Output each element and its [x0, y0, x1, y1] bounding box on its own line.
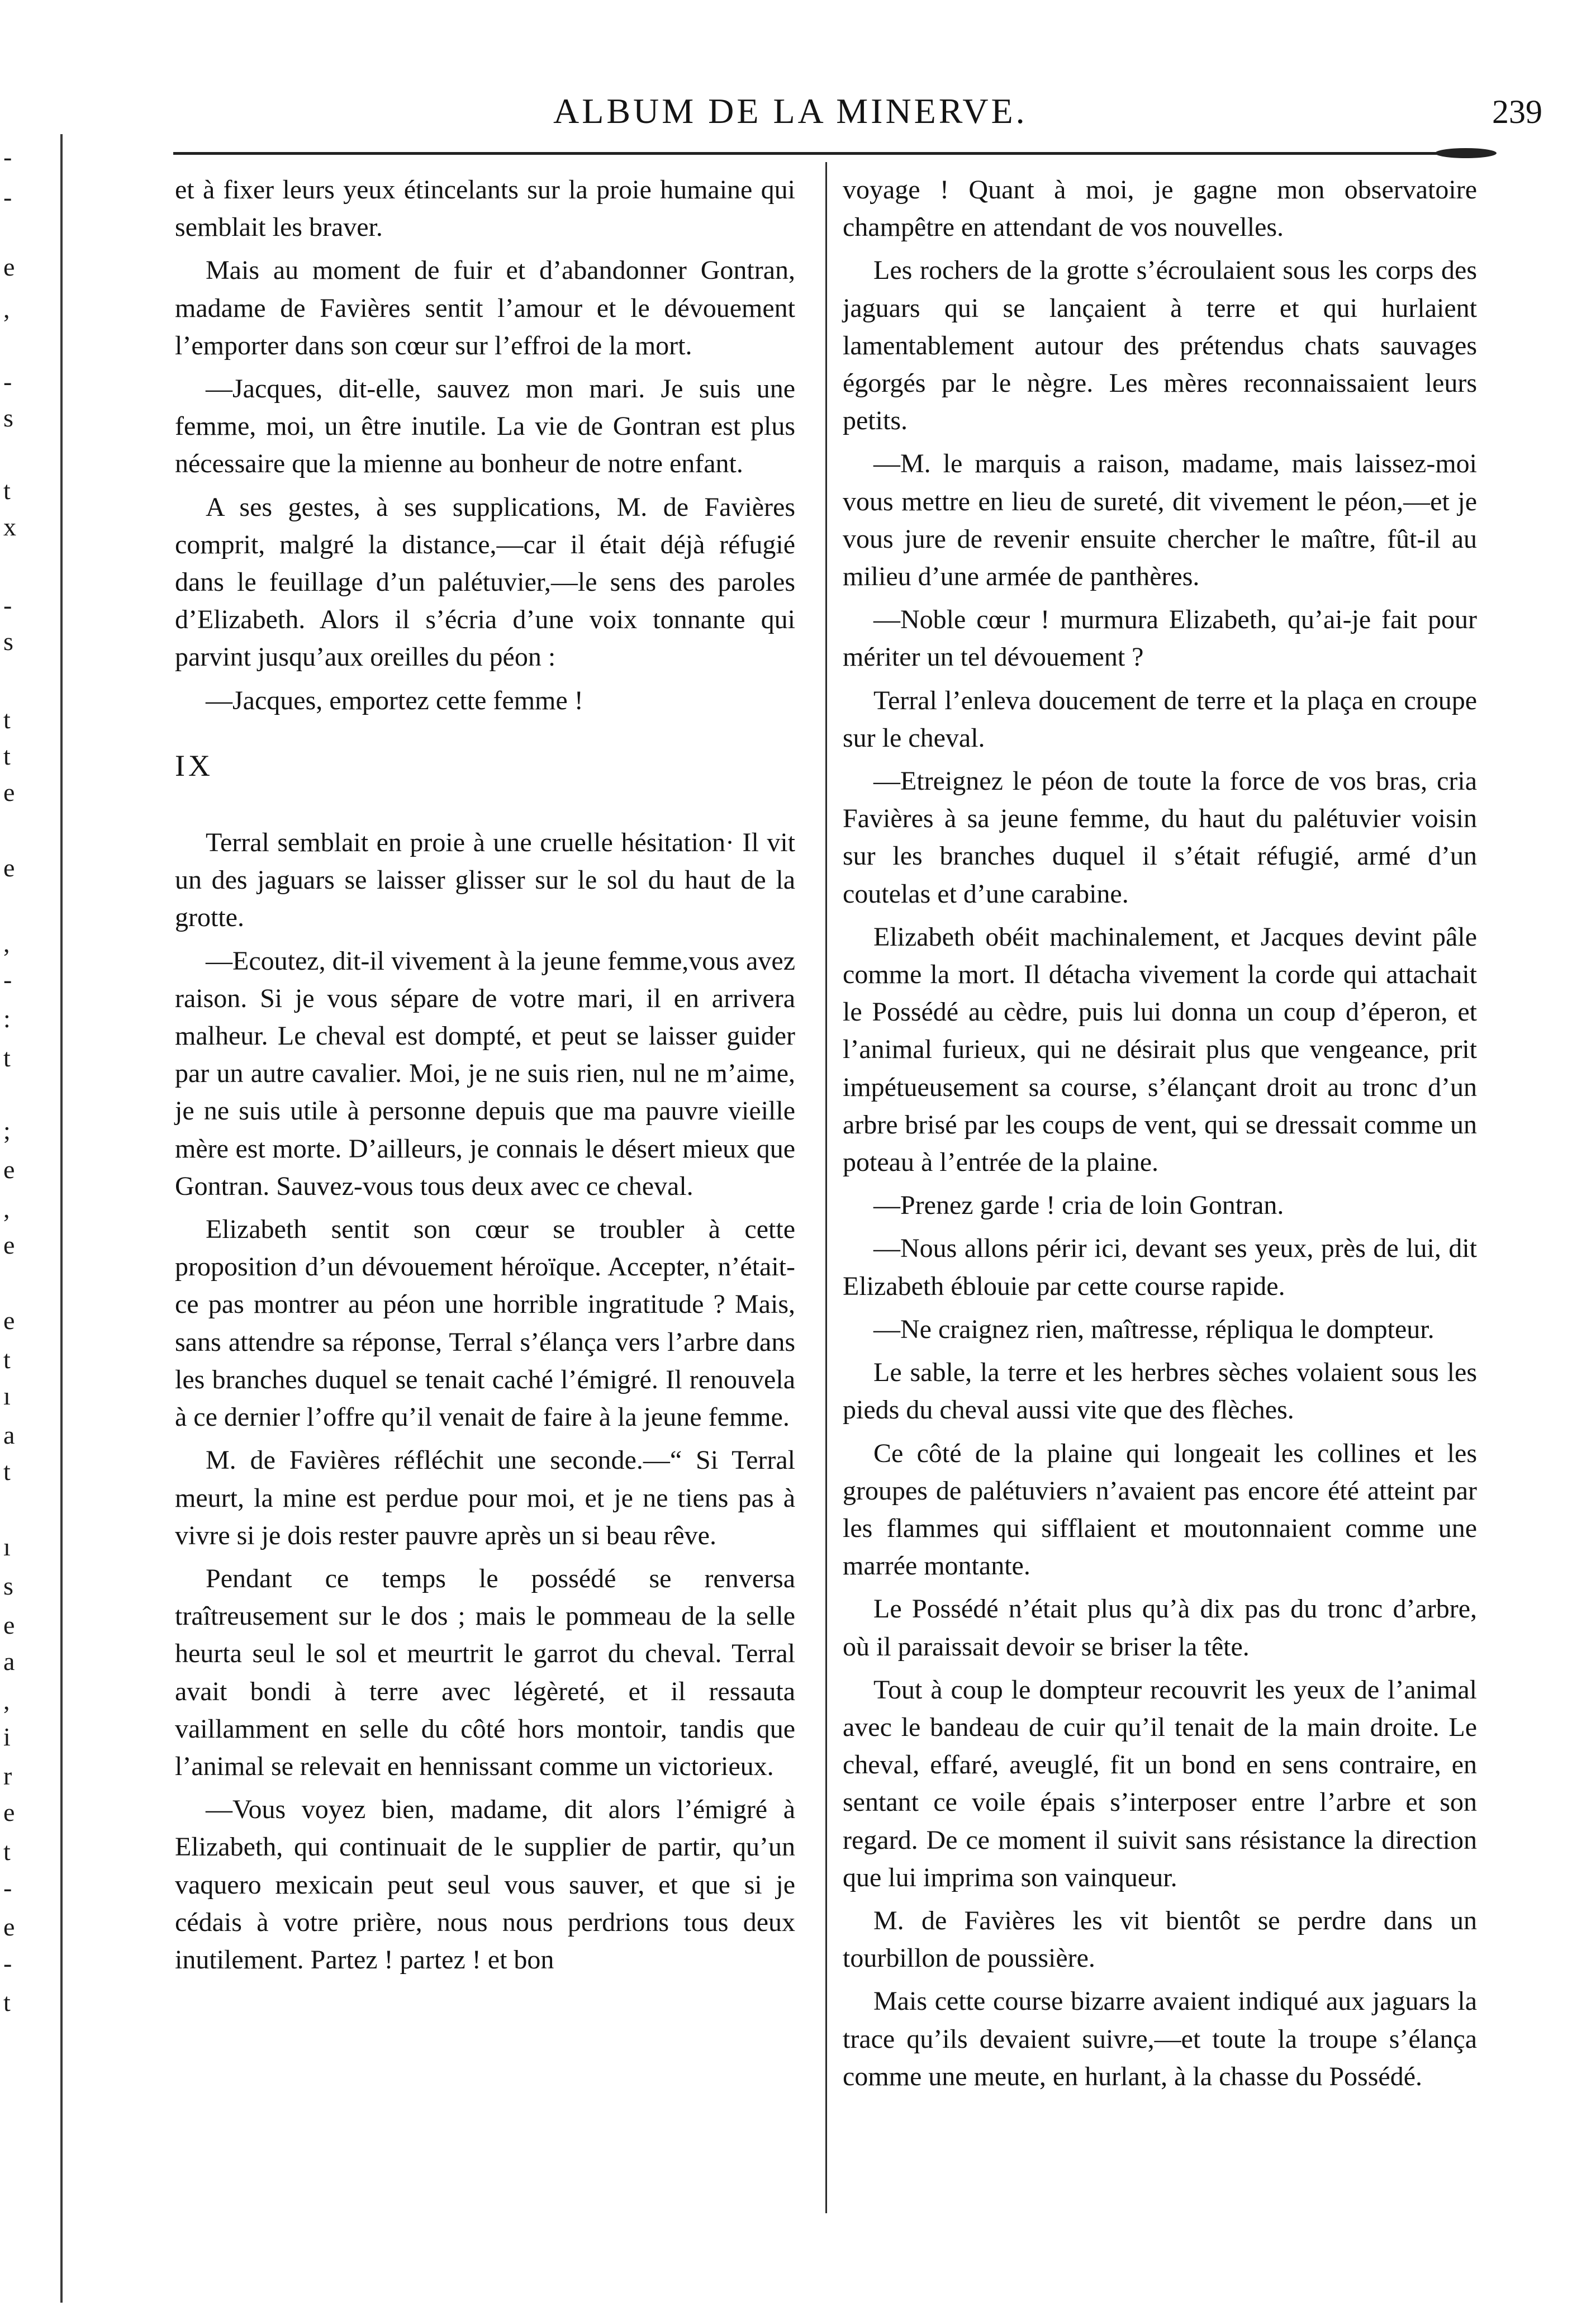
paragraph: Elizabeth obéit machinalement, et Jacques devint pâle comme la mort. Il détacha vivement la corde qui attachait le Possédé au cèdre, puis lui donna un coup d’éperon, et l’animal furieux, qui ne désirait plus que vengeance, prit impétueusement sa course, s’élançant droit au tronc d’un arbre brisé par les coups de vent, qui se dressait comme un poteau à l’entrée de la plaine. — [843, 922, 1477, 1178]
paragraph: Terral semblait en proie à une cruelle hésitation· Il vit un des jaguars se laisser glisser sur le sol du haut de la grotte. — [175, 828, 795, 933]
paragraph: —Nous allons périr ici, devant ses yeux, près de lui, dit Elizabeth éblouie par cette course rapide. — [843, 1233, 1477, 1301]
gutter-mark: s — [3, 1572, 13, 1600]
left-margin-gutter — [0, 0, 45, 2306]
paragraph: Elizabeth sentit son cœur se troubler à cette proposition d’un dévouement héroïque. Accepter, n’était-ce pas montrer au péon une horrible ingratitude ? Mais, sans attendre sa réponse, Terral s’élança vers l’arbre dans les branches duquel se tenait caché l’émigré. Il renouvela à ce dernier l’offre qu’il venait de faire à la jeune femme. — [175, 1214, 795, 1432]
gutter-mark: , — [3, 1686, 10, 1715]
paragraph: Les rochers de la grotte s’écroulaient sous les corps des jaguars qui se lançaient à terre et qui hurlaient lamentablement autour des prétendus chats sauvages égorgés par le nègre. Les mères reconnaissaient leurs petits. — [843, 255, 1477, 436]
paragraph: et à fixer leurs yeux étincelants sur la proie humaine qui semblait les braver. — [175, 175, 795, 243]
gutter-mark: , — [3, 295, 10, 323]
page-number: 239 — [1492, 93, 1542, 130]
paragraph: —Ecoutez, dit-il vivement à la jeune femme,vous avez raison. Si je vous sépare de votre mari, il en arrivera malheur. Le cheval est dompté, et peut se laisser guider par un autre cavalier. Moi, je ne suis rien, nul ne m’aime, je ne suis utile à personne depuis que ma pauvre vieille mère est morte. D’ailleurs, je connais le désert mieux que Gontran. Sauvez-vous tous deux avec ce cheval. — [175, 946, 795, 1201]
binding-edge-line — [60, 134, 63, 2303]
gutter-mark: s — [3, 627, 13, 656]
gutter-mark: t — [3, 1043, 11, 1072]
gutter-mark: e — [3, 1155, 15, 1184]
right-column — [843, 171, 1477, 2101]
paragraph: M. de Favières réfléchit une seconde.—“ Si Terral meurt, la mine est perdue pour moi, et je ne tiens pas à vivre si je dois rester pauvre après un si beau rêve. — [175, 1445, 795, 1550]
gutter-mark: a — [3, 1647, 15, 1676]
paragraph: —Noble cœur ! murmura Elizabeth, qu’ai-je fait pour mériter un tel dévouement ? — [843, 605, 1477, 672]
gutter-mark: e — [3, 1306, 15, 1335]
column-divider — [825, 162, 827, 2213]
gutter-mark: a — [3, 1421, 15, 1449]
paragraph: voyage ! Quant à moi, je gagne mon observatoire champêtre en attendant de vos nouvelles. — [843, 175, 1477, 243]
paragraph: Le sable, la terre et les herbres sèches volaient sous les pieds du cheval aussi vite que des flèches. — [843, 1358, 1477, 1425]
gutter-mark: e — [3, 1798, 15, 1826]
paragraph: Pendant ce temps le possédé se renversa traîtreusement sur le dos ; mais le pommeau de la selle heurta seul le sol et meurtrit le garrot du cheval. Terral avait bondi à terre avec légèreté, et il ressauta vaillamment en selle du côté hors montoir, tandis que l’animal se relevait en hennissant comme un victorieux. — [175, 1563, 795, 1781]
paragraph: —M. le marquis a raison, madame, mais laissez-moi vous mettre en lieu de sureté, dit vivement le péon,—et je vous jure de revenir ensuite chercher le maître, fût-il au milieu d’une armée de panthères. — [843, 449, 1477, 592]
paragraph: —Jacques, dit-elle, sauvez mon mari. Je suis une femme, moi, un être inutile. La vie de Gontran est plus nécessaire que la mienne au bonheur de notre enfant. — [175, 374, 795, 479]
left-column — [175, 171, 795, 1984]
gutter-mark: t — [3, 476, 11, 505]
gutter-mark: ; — [3, 1116, 11, 1145]
paragraph: —Vous voyez bien, madame, dit alors l’émigré à Elizabeth, qui continuait de le supplier de partir, qu’un vaquero mexicain peut seul vous sauver, et que si je cédais à votre prière, nous nous perdrions tous deux inutilement. Partez ! partez ! et bon — [175, 1795, 795, 1975]
gutter-mark: e — [3, 778, 15, 806]
gutter-mark: - — [3, 965, 12, 994]
paragraph: —Ne craignez rien, maîtresse, répliqua le dompteur. — [873, 1314, 1434, 1344]
paragraph: —Prenez garde ! cria de loin Gontran. — [873, 1190, 1284, 1221]
gutter-mark: - — [3, 1949, 12, 1977]
paragraph: Tout à coup le dompteur recouvrit les yeux de l’animal avec le bandeau de cuir qu’il tenait de la main droite. Le cheval, effaré, aveuglé, fit un bond en sens contraire, en sentant ce voile épais s’interposer entre l’arbre et son regard. De ce moment il suivit sans résistance la direction que lui imprima son vainqueur. — [843, 1674, 1477, 1892]
running-header-title: ALBUM DE LA MINERVE. — [553, 91, 1028, 131]
gutter-mark: - — [3, 1873, 12, 1902]
gutter-mark: t — [3, 1837, 11, 1866]
gutter-mark: - — [3, 183, 12, 211]
paragraph: Ce côté de la plaine qui longeait les collines et les groupes de palétuviers n’avaient pas encore été atteint par les flammes qui sifflaient et moutonnaient comme une marrée montante. — [843, 1438, 1477, 1581]
gutter-mark: ı — [3, 1532, 11, 1561]
paragraph: A ses gestes, à ses supplications, M. de Favières comprit, malgré la distance,—car il était déjà réfugié dans le feuillage d’un palétuvier,—le sens des paroles d’Elizabeth. Alors il s’écria d’une voix tonnante qui parvint jusqu’aux oreilles du péon : — [175, 492, 795, 672]
paragraph: Mais au moment de fuir et d’abandonner Gontran, madame de Favières sentit l’amour et le dévouement l’emporter dans son cœur sur l’effroi de la mort. — [175, 255, 795, 360]
gutter-mark: r — [3, 1762, 12, 1790]
paragraph: Le Possédé n’était plus qu’à dix pas du tronc d’arbre, où il paraissait devoir se briser la tête. — [843, 1594, 1477, 1662]
paragraph: M. de Favières les vit bientôt se perdre dans un tourbillon de poussière. — [843, 1905, 1477, 1973]
gutter-mark: e — [3, 1231, 15, 1259]
header-rule — [173, 152, 1481, 155]
gutter-mark: ı — [3, 1382, 11, 1410]
gutter-mark: t — [3, 742, 11, 770]
paragraph: —Jacques, emportez cette femme ! — [206, 685, 583, 715]
gutter-mark: e — [3, 1611, 15, 1639]
paragraph: Terral l’enleva doucement de terre et la plaça en croupe sur le cheval. — [843, 685, 1477, 753]
chapter-number: IX — [175, 748, 213, 782]
paragraph: Mais cette course bizarre avaient indiqué aux jaguars la trace qu’ils devaient suivre,—et toute la troupe s’élança comme une meute, en hurlant, à la chasse du Possédé. — [843, 1986, 1477, 2091]
gutter-mark: x — [3, 513, 16, 541]
paragraph: —Etreignez le péon de toute la force de vos bras, cria Favières à sa jeune femme, du haut du palétuvier voisin sur les branches duquel il s’était réfugié, armé d’un coutelas et d’une carabine. — [843, 766, 1477, 909]
gutter-mark: - — [3, 143, 12, 171]
gutter-mark: i — [3, 1723, 11, 1751]
gutter-mark: t — [3, 1457, 11, 1486]
gutter-mark: t — [3, 1988, 11, 2016]
gutter-mark: : — [3, 1004, 11, 1033]
gutter-mark: t — [3, 1345, 11, 1374]
gutter-mark: t — [3, 705, 11, 734]
gutter-mark: , — [3, 929, 10, 957]
gutter-mark: e — [3, 253, 15, 281]
gutter-mark: - — [3, 367, 12, 396]
gutter-mark: - — [3, 591, 12, 619]
gutter-mark: e — [3, 1913, 15, 1941]
gutter-mark: s — [3, 404, 13, 432]
gutter-mark: , — [3, 1194, 10, 1223]
gutter-mark: e — [3, 853, 15, 882]
